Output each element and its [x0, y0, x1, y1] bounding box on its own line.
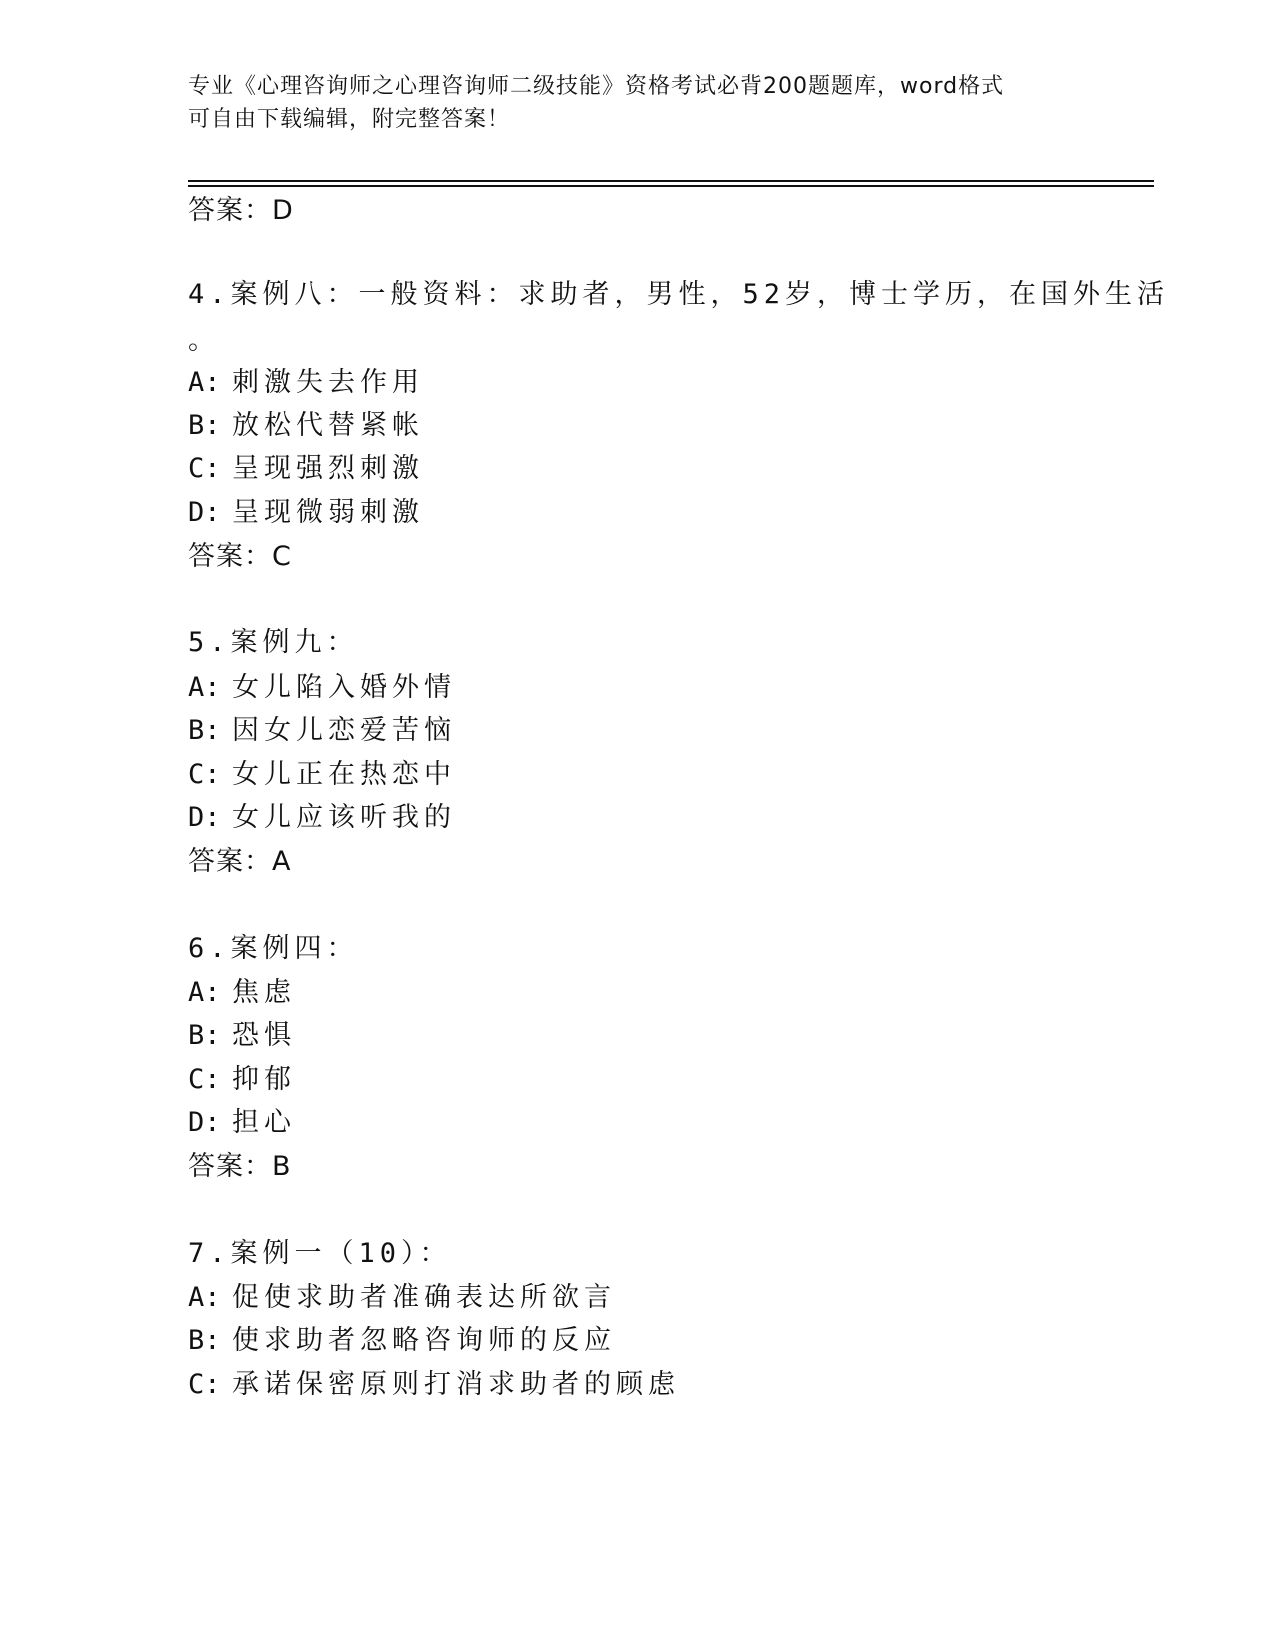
question-5-option-b [188, 708, 456, 747]
question-7-text: 7.案例一（10）： [188, 1238, 452, 1269]
option-key: A: [188, 672, 221, 703]
question-5-text: 5.案例九： [188, 627, 359, 658]
option-text: 放松代替紧帐 [232, 410, 424, 441]
question-5-option-a [188, 665, 456, 704]
question-6-option-b [188, 1013, 296, 1052]
question-6-answer: 答案：B [188, 1151, 292, 1182]
question-4-option-c [188, 446, 424, 485]
question-5-option-d [188, 795, 456, 834]
question-4-answer: 答案：C [188, 541, 292, 572]
question-6-option-c [188, 1057, 296, 1096]
option-key: C: [188, 759, 221, 790]
option-text: 因女儿恋爱苦恼 [232, 715, 456, 746]
option-text: 促使求助者准确表达所欲言 [232, 1282, 616, 1313]
header-line-1: 专业《心理咨询师之心理咨询师二级技能》资格考试必背200题题库，word格式 [188, 74, 1005, 99]
option-text: 抑郁 [232, 1064, 296, 1095]
option-text: 女儿陷入婚外情 [232, 672, 456, 703]
option-key: D: [188, 497, 221, 528]
option-text: 恐惧 [232, 1020, 296, 1051]
option-key: B: [188, 1020, 221, 1051]
option-text: 呈现强烈刺激 [232, 453, 424, 484]
header-rule-bottom [188, 185, 1154, 187]
option-key: A: [188, 977, 221, 1008]
option-key: C: [188, 1369, 221, 1400]
question-4-text: 4.案例八：一般资料：求助者，男性，52岁，博士学历，在国外生活 [188, 279, 1170, 310]
header-rule-top [188, 180, 1154, 182]
option-key: B: [188, 715, 221, 746]
prev-answer: 答案：D [188, 195, 294, 226]
question-6-option-d [188, 1100, 296, 1139]
option-key: B: [188, 410, 221, 441]
question-7-option-b [188, 1318, 616, 1357]
question-7-option-c [188, 1362, 680, 1401]
question-4-text-cont: 。 [188, 325, 220, 356]
question-5-option-c [188, 752, 456, 791]
option-text: 女儿应该听我的 [232, 802, 456, 833]
option-text: 担心 [232, 1107, 296, 1138]
option-text: 呈现微弱刺激 [232, 497, 424, 528]
question-4-option-b [188, 403, 424, 442]
option-text: 承诺保密原则打消求助者的顾虑 [232, 1369, 680, 1400]
option-key: C: [188, 1064, 221, 1095]
option-key: A: [188, 367, 221, 398]
question-7-option-a [188, 1275, 616, 1314]
option-key: B: [188, 1325, 221, 1356]
option-key: D: [188, 1107, 221, 1138]
question-6-option-a [188, 970, 296, 1009]
question-6-text: 6.案例四： [188, 933, 359, 964]
question-4-option-d [188, 490, 424, 529]
header-line-2: 可自由下载编辑，附完整答案！ [188, 107, 511, 132]
question-5-answer: 答案：A [188, 846, 292, 877]
question-4-option-a [188, 360, 424, 399]
option-key: D: [188, 802, 221, 833]
option-text: 焦虑 [232, 977, 296, 1008]
option-text: 女儿正在热恋中 [232, 759, 456, 790]
option-text: 刺激失去作用 [232, 367, 424, 398]
option-key: C: [188, 453, 221, 484]
document-header [188, 70, 1068, 136]
option-key: A: [188, 1282, 221, 1313]
option-text: 使求助者忽略咨询师的反应 [232, 1325, 616, 1356]
